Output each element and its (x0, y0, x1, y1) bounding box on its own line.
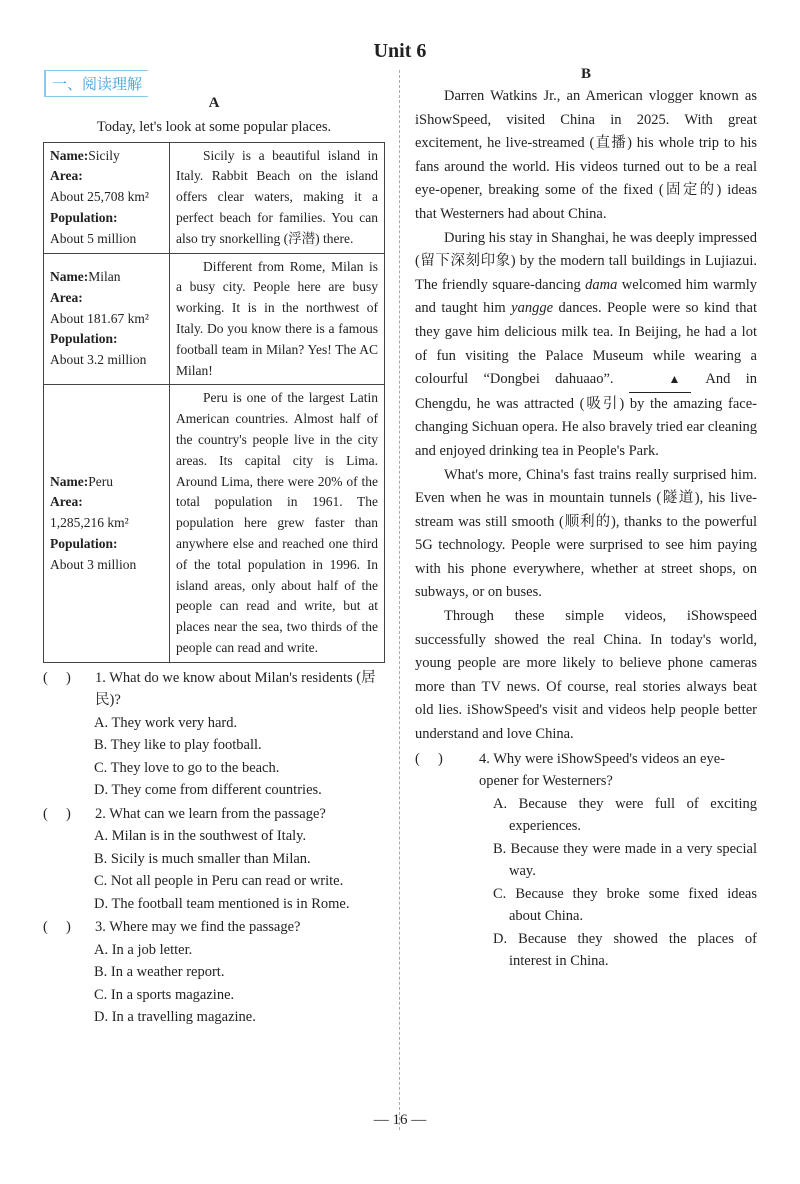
answer-option[interactable]: B. Sicily is much smaller than Milan. (94, 850, 311, 867)
question-number: 3. (95, 919, 106, 936)
place-facts (44, 385, 170, 662)
place-population: About 5 million (50, 230, 137, 246)
place-name: Peru (88, 473, 113, 489)
questions-b (415, 748, 757, 973)
question-stem: Why were iShowSpeed's videos an eye-opener for Westerners? (479, 750, 725, 790)
label: Area: (50, 494, 83, 510)
label: Name: (50, 473, 89, 489)
questions-a (43, 667, 385, 1029)
label: Population: (50, 209, 118, 225)
place-name: Milan (88, 268, 121, 284)
answer-option[interactable]: D. They come from different countries. (94, 782, 322, 799)
paragraph: Darren Watkins Jr., an American vlogger known as iShowSpeed, visited China in 2025. With great excitement, he live-streamed (直播) his whole trip to his fans around the world. His videos turned out to be a real eye-opener, breaking some of the fixed (固定的) ideas that Westerners had about China. (415, 88, 757, 222)
place-facts (44, 253, 170, 385)
question (43, 916, 385, 939)
question-number: 2. (95, 805, 106, 822)
place-population: About 3 million (50, 556, 137, 572)
place-area: About 25,708 km² (50, 189, 149, 205)
question (43, 667, 385, 712)
label: Name: (50, 268, 89, 284)
label: Area: (50, 289, 83, 305)
passage-heading: B (580, 66, 591, 82)
answer-option[interactable]: C. Because they broke some fixed ideas about China. (493, 885, 757, 925)
question-number: 1. (95, 669, 106, 686)
table-row (44, 385, 385, 662)
question-text (479, 748, 757, 793)
table-row (44, 142, 385, 253)
place-description (170, 385, 385, 662)
answer-option[interactable]: C. Not all people in Peru can read or write. (94, 873, 344, 890)
table-row (44, 253, 385, 385)
answer-bracket[interactable]: ( ) (43, 669, 71, 686)
places-table (43, 142, 385, 663)
question (415, 748, 757, 793)
unit-title: Unit 6 (373, 40, 427, 62)
answer-option[interactable]: A. In a job letter. (94, 941, 193, 958)
answer-bracket[interactable]: ( ) (415, 750, 443, 767)
question-stem: What can we learn from the passage? (109, 805, 326, 822)
passage-a (43, 95, 385, 1029)
place-description (170, 253, 385, 385)
question-text (95, 803, 385, 826)
paragraph: What's more, China's fast trains really surprised him. Even when he was in mountain tunnels (隧道), his live-stream was still smooth (顺利的), thanks to the powerful 5G technology. People were surprised to see him paying with his phone everywhere, whether at street shops, on subways, or on buses. (415, 466, 757, 601)
description-text: Sicily is a beautiful island in Italy. Rabbit Beach on the island offers clear waters, making it a perfect beach for families. You can also try snorkelling (浮潜) there. (176, 147, 378, 246)
label: Population: (50, 331, 118, 347)
label: Name: (50, 147, 89, 163)
passage-heading: A (208, 95, 220, 111)
question-text (95, 667, 385, 712)
question-stem: What do we know about Milan's residents (居民)? (95, 669, 376, 709)
section-title: 一、阅读理解 (44, 70, 148, 97)
place-facts (44, 142, 170, 253)
paragraph: Through these simple videos, iShowspeed successfully showed the real China. In today's world, young people are more likely to believe phone cameras more than TV news. Of course, real stories always beat old lies. iShowSpeed's visit and videos help people better understand and love China. (415, 608, 757, 743)
answer-option[interactable]: A. Milan is in the southwest of Italy. (94, 828, 307, 845)
answer-bracket[interactable]: ( ) (43, 919, 71, 936)
label: Area: (50, 168, 83, 184)
description-text: Peru is one of the largest Latin American countries. Almost half of the country's people live in the city areas. Its capital city is Lima. Around Lima, there were 20% of the total population in 1961. The population here grew faster than anywhere else and reached one third of the total population in 1996. In island areas, only about half of the people can read and write, but at places near the sea, two thirds of the people can read and write. (176, 390, 378, 655)
answer-option[interactable]: D. The football team mentioned is in Rome. (94, 895, 350, 912)
place-area: 1,285,216 km² (50, 515, 129, 531)
label: Population: (50, 535, 118, 551)
text: welcomed him warmly and taught him (415, 276, 757, 317)
answer-option[interactable]: D. In a travelling magazine. (94, 1009, 256, 1026)
passage-b (415, 66, 757, 973)
answer-option[interactable]: D. Because they showed the places of interest in China. (493, 930, 757, 970)
answer-bracket[interactable]: ( ) (43, 805, 71, 822)
page-number: — 16 — (373, 1112, 427, 1128)
question-stem: Where may we find the passage? (109, 919, 301, 936)
column-divider (399, 70, 400, 1130)
question-number: 4. (479, 750, 490, 767)
text: And in Chengdu, he was attracted (吸引) by the amazing face-changing Sichuan opera. He also bravely tried ear cleaning and enjoyed drinking tea in People's Park. (415, 371, 758, 459)
answer-option[interactable]: A. They work very hard. (94, 714, 238, 731)
place-area: About 181.67 km² (50, 310, 149, 326)
question (43, 803, 385, 826)
answer-option[interactable]: C. They love to go to the beach. (94, 759, 280, 776)
place-description (170, 142, 385, 253)
place-name: Sicily (88, 147, 120, 163)
answer-option[interactable]: B. Because they were made in a very special way. (493, 840, 757, 880)
paragraph (415, 227, 757, 464)
answer-option[interactable]: A. Because they were full of exciting experiences. (493, 795, 757, 835)
passage-intro: Today, let's look at some popular places. (96, 119, 332, 135)
answer-option[interactable]: C. In a sports magazine. (94, 986, 235, 1003)
question-text (95, 916, 385, 939)
text: dama (585, 276, 618, 293)
text: During his stay in Shanghai, he was deeply impressed (留下深刻印象) by the modern tall buildings in Lujiazui. The friendly square-dancing (415, 229, 757, 293)
place-population: About 3.2 million (50, 352, 147, 368)
answer-option[interactable]: B. They like to play football. (94, 737, 262, 754)
answer-option[interactable]: B. In a weather report. (94, 964, 225, 981)
description-text: Different from Rome, Milan is a busy city. People here are busy working. It is in the northwest of Italy. Do you know there is a famous football team in Milan? Yes! The AC Milan! (176, 258, 378, 378)
text: yangge (511, 300, 554, 317)
answer-blank[interactable]: ▲ (629, 368, 691, 393)
text: dances. People were so kind that they gave him delicious milk tea. In Beijing, he had a lot of fun visiting the Palace Museum while wearing a colourful “Dongbei dahuaao”. (415, 300, 757, 388)
